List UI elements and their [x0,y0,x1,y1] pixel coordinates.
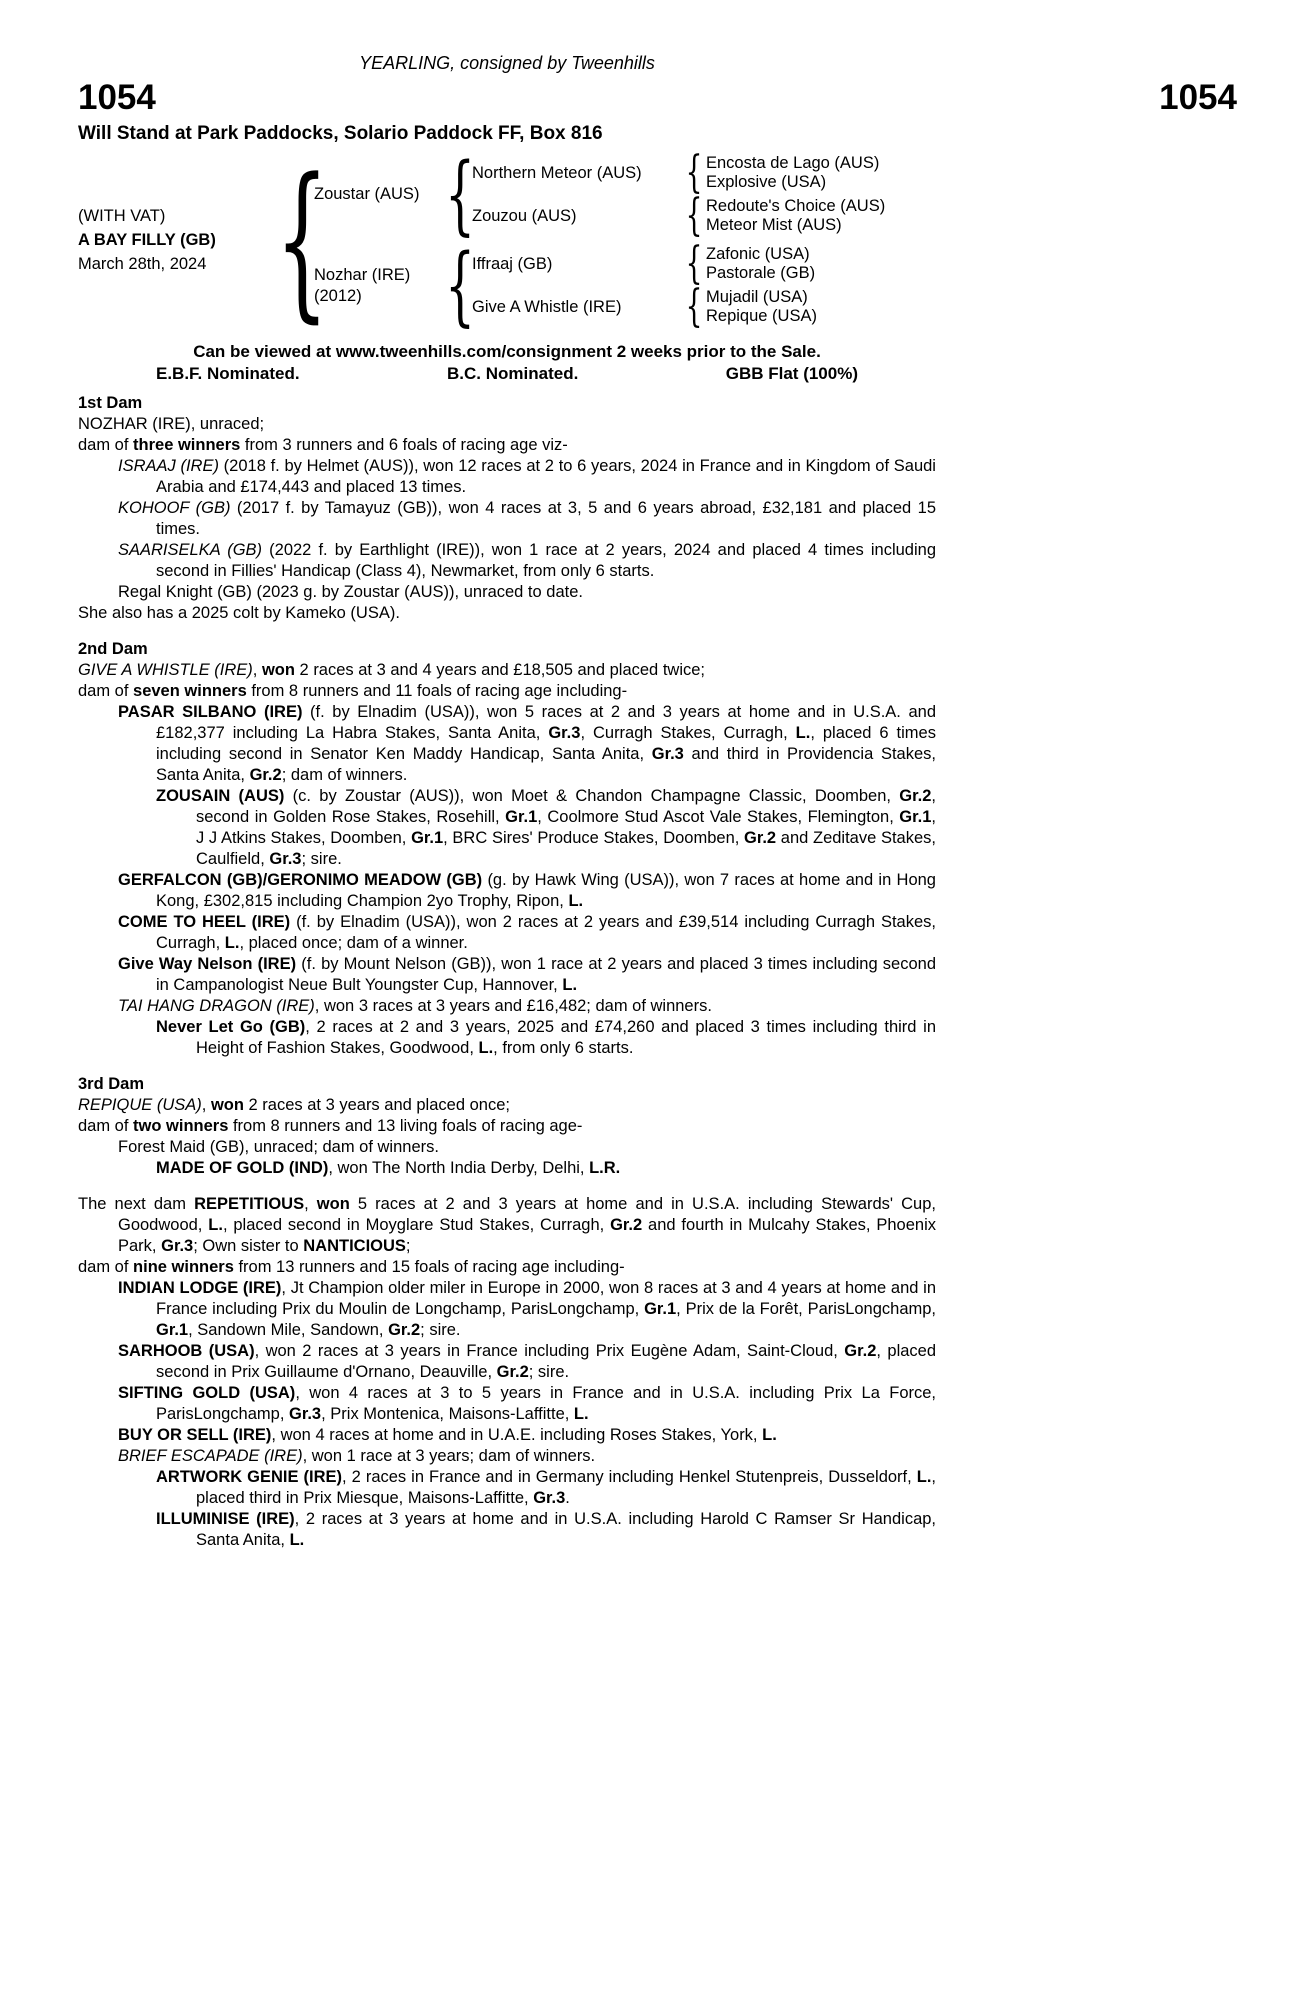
sire-sire-branch [472,154,936,192]
catalog-paragraph [78,660,936,681]
dam-dam-branch [472,288,936,326]
text-segment: ; dam of winners. [281,766,408,784]
text-segment: KOHOOF (GB) [118,499,231,517]
text-segment: , [201,1096,211,1114]
catalog-paragraph [78,1158,936,1179]
text-segment: won [261,661,295,679]
text-segment: L.R. [589,1159,621,1177]
text-segment: , won 2 races at 3 years in France including Prix Eugène Adam, Saint-Cloud, [254,1342,845,1360]
lot-number-row [78,78,1237,118]
text-segment: , won The North India Derby, Delhi, [328,1159,590,1177]
text-segment: and Zeditave Stakes, Caulfield, [196,829,936,868]
catalog-paragraph [78,1383,936,1425]
text-segment: L. [289,1531,305,1549]
text-segment: (2018 f. by Helmet (AUS)), won 12 races at 2 to 6 years, 2024 in France and in Kingdom of Saudi Arabia and £174,443 and placed 13 times. [156,457,936,496]
text-segment: , second in Golden Rose Stakes, Rosehill, [196,787,936,826]
text-segment: ; sire. [301,850,342,868]
text-segment: (f. by Elnadim (USA)), won 2 races at 2 years and £39,514 including Curragh Stakes, Curragh, [156,913,936,952]
text-segment: ; sire. [528,1363,570,1381]
dam-year: (2012) [314,286,362,305]
text-segment: ; [405,1237,411,1255]
catalog-paragraph [78,1425,936,1446]
text-segment: (f. by Elnadim (USA)), won 5 races at 2 and 3 years at home and in U.S.A. and £182,377 including La Habra Stakes, Santa Anita, [156,703,936,742]
text-segment: L. [795,724,811,742]
consignor-line: YEARLING, consigned by Tweenhills [359,53,655,73]
section-heading: 1st Dam [78,394,143,412]
catalog-paragraph [78,1257,936,1278]
section-paragraphs [78,1095,936,1179]
text-segment: Gr.2 [899,787,932,805]
text-segment: Give Way Nelson (IRE) [118,955,297,973]
stand-location-line: Will Stand at Park Paddocks, Solario Paddock FF, Box 816 [78,123,603,144]
text-segment: She also has a 2025 colt by Kameko (USA). [78,604,400,622]
text-segment: Regal Knight (GB) (2023 g. by Zoustar (AUS)), unraced to date. [118,583,583,601]
text-segment: ISRAAJ (IRE) [118,457,219,475]
text-segment: Gr.3 [289,1405,322,1423]
horse-name: A BAY FILLY (GB) [78,231,216,249]
sire-sire-dam-name: Explosive (USA) [706,173,827,191]
text-segment: Gr.3 [161,1237,194,1255]
catalog-paragraph [78,498,936,540]
text-segment: (g. by Hawk Wing (USA)), won 7 races at home and in Hong Kong, £302,815 including Champion 2yo Trophy, Ripon, [156,871,936,910]
catalog-paragraph [78,1278,936,1341]
generation1-brace-icon [290,154,314,326]
text-segment: SIFTING GOLD (USA) [118,1384,296,1402]
text-segment: Never Let Go (GB) [156,1018,306,1036]
dam-sire-dam-name: Pastorale (GB) [706,264,816,282]
text-segment: TAI HANG DRAGON (IRE) [118,997,315,1015]
text-segment: L. [208,1216,223,1234]
sire-branch [314,154,936,235]
text-segment: , 2 races in France and in Germany including Henkel Stutenpreis, Dusseldorf, [342,1468,917,1486]
vat-note: (WITH VAT) [78,207,166,225]
sire-dam-brace-icon [682,197,706,235]
text-segment: , won 3 races at 3 years and £16,482; dam of winners. [314,997,712,1015]
text-segment: BUY OR SELL (IRE) [118,1426,272,1444]
sire-dam-branch [472,197,936,235]
text-segment: Gr.3 [269,850,302,868]
text-segment: Gr.3 [533,1489,566,1507]
text-segment: , 2 races at 3 years at home and in U.S.A. including Harold C Ramser Sr Handicap, Santa Anita, [196,1510,937,1549]
text-segment: , placed second in Prix Guillaume d'Ornano, Deauville, [156,1342,937,1381]
text-segment: from 13 runners and 15 foals of racing age including- [233,1258,625,1276]
catalog-paragraph [78,1095,936,1116]
section-heading: 3rd Dam [78,1075,145,1093]
text-segment: seven winners [133,682,247,700]
catalog-paragraph [78,1194,936,1257]
dam-sire-sire-name: Zafonic (USA) [706,245,810,263]
dam-dam-sire-name: Mujadil (USA) [706,288,808,306]
text-segment: , Coolmore Stud Ascot Vale Stakes, Flemington, [537,808,900,826]
section-next-dam [78,1194,936,1551]
catalog-paragraph [78,954,936,996]
text-segment: Gr.1 [644,1300,677,1318]
text-segment: SAARISELKA (GB) [118,541,263,559]
text-segment: dam of [78,682,134,700]
dam-sire-branch [472,245,936,283]
viewing-note: Can be viewed at www.tweenhills.com/consignment 2 weeks prior to the Sale. [193,342,821,361]
text-segment: 2 races at 3 years and placed once; [243,1096,510,1114]
catalog-paragraph [78,1137,936,1158]
dam-dam-dam-name: Repique (USA) [706,307,817,325]
generation1-column [314,154,936,326]
catalog-paragraph [78,870,936,912]
dam-sire-name: Iffraaj (GB) [472,254,553,273]
catalog-paragraph [78,540,936,582]
text-segment: , Prix de la Forêt, ParisLongchamp, [676,1300,937,1318]
dam-branch [314,245,936,326]
text-segment: Gr.2 [610,1216,643,1234]
section-paragraphs [78,660,936,1059]
section-paragraphs [78,414,936,624]
text-segment: L. [916,1468,932,1486]
text-segment: ; Own sister to [193,1237,304,1255]
text-segment: , Prix Montenica, Maisons-Laffitte, [321,1405,574,1423]
text-segment: , Curragh Stakes, Curragh, [580,724,796,742]
dam-dam-name: Give A Whistle (IRE) [472,297,622,316]
catalog-paragraph [78,1017,936,1059]
text-segment: , won 1 race at 3 years; dam of winners. [302,1447,596,1465]
text-segment: Gr.2 [744,829,777,847]
text-segment: The next dam [78,1195,195,1213]
text-segment: , placed second in Moyglare Stud Stakes, Curragh, [222,1216,611,1234]
foaling-date: March 28th, 2024 [78,255,207,273]
catalog-paragraph [78,702,936,786]
dam-brace-icon [448,245,472,326]
dam-name: Nozhar (IRE) [314,265,411,284]
text-segment: (2022 f. by Earthlight (IRE)), won 1 race at 2 years, 2024 and placed 4 times including second in Fillies' Handicap (Class 4), Newmarket, from only 6 starts. [156,541,936,580]
text-segment: COME TO HEEL (IRE) [118,913,291,931]
text-segment: , BRC Sires' Produce Stakes, Doomben, [443,829,744,847]
text-segment: won [316,1195,350,1213]
text-segment: PASAR SILBANO (IRE) [118,703,303,721]
text-segment: dam of [78,436,134,454]
text-segment: (f. by Mount Nelson (GB)), won 1 race at 2 years and placed 3 times including second in Campanologist Neue Bult Youngster Cup, Hannover, [156,955,937,994]
text-segment: L. [762,1426,777,1444]
text-segment: (c. by Zoustar (AUS)), won Moet & Chandon Champagne Classic, Doomben, [284,787,900,805]
text-segment: NOZHAR (IRE), unraced; [78,415,265,433]
text-segment: L. [562,976,578,994]
text-segment: Gr.1 [505,808,538,826]
catalog-paragraph [78,456,936,498]
dam-name-block [314,265,448,307]
text-segment: from 3 runners and 6 foals of racing age viz- [240,436,568,454]
section-paragraphs [78,1194,936,1551]
dam-dam-brace-icon [682,288,706,326]
catalog-paragraph [78,582,936,603]
text-segment: and fourth in Mulcahy Stakes, Phoenix Park, [118,1216,936,1255]
text-segment: dam of [78,1258,134,1276]
text-segment: , Jt Champion older miler in Europe in 2000, won 8 races at 3 and 4 years at home and in France including Prix du Moulin de Longchamp, ParisLongchamp, [156,1279,936,1318]
section-3rd-dam [78,1074,936,1179]
catalog-paragraph [78,1116,936,1137]
text-segment: nine winners [133,1258,234,1276]
catalog-paragraph [78,1446,936,1467]
section-heading: 2nd Dam [78,640,148,658]
text-segment: Gr.3 [651,745,684,763]
text-segment: , 2 races at 2 and 3 years, 2025 and £74,260 and placed 3 times including third in Height of Fashion Stakes, Goodwood, [196,1018,936,1057]
catalog-paragraph [78,603,936,624]
ebf-nominated-label: E.B.F. Nominated. [156,364,300,383]
text-segment: and third in Providencia Stakes, Santa Anita, [156,745,936,784]
text-segment: 5 races at 2 and 3 years at home and in U.S.A. including Stewards' Cup, Goodwood, [118,1195,936,1234]
lot-number-left: 1054 [78,78,156,117]
text-segment: , won 4 races at 3 to 5 years in France and in U.S.A. including Prix La Force, ParisLongchamp, [156,1384,937,1423]
text-segment: Forest Maid (GB), unraced; dam of winners. [118,1138,439,1156]
text-segment: ZOUSAIN (AUS) [156,787,285,805]
text-segment: L. [478,1039,494,1057]
text-segment: from 8 runners and 11 foals of racing age including- [246,682,628,700]
text-segment: GIVE A WHISTLE (IRE) [78,661,253,679]
text-segment: (2017 f. by Tamayuz (GB)), won 4 races at 3, 5 and 6 years abroad, £32,181 and placed 15 times. [156,499,936,538]
sire-name: Zoustar (AUS) [314,185,420,203]
text-segment: , J J Atkins Stakes, Doomben, [196,808,936,847]
text-segment: INDIAN LODGE (IRE) [118,1279,282,1297]
text-segment: , placed once; dam of a winner. [239,934,468,952]
text-segment: two winners [133,1117,229,1135]
text-segment: Gr.2 [388,1321,421,1339]
text-segment: REPETITIOUS [194,1195,305,1213]
dam-sire-brace-icon [682,245,706,283]
text-segment: ILLUMINISE (IRE) [156,1510,295,1528]
catalog-paragraph [78,1467,936,1509]
pedigree-table [78,154,936,326]
text-segment: L. [224,934,240,952]
text-segment: BRIEF ESCAPADE (IRE) [118,1447,303,1465]
bc-nominated-label: B.C. Nominated. [447,364,579,383]
text-segment: , from only 6 starts. [493,1039,634,1057]
pedigree-text [78,393,936,1551]
text-segment: , won 4 races at home and in U.A.E. including Roses Stakes, York, [271,1426,763,1444]
sire-sire-brace-icon [682,154,706,192]
catalog-paragraph [78,681,936,702]
catalog-paragraph [78,912,936,954]
catalog-paragraph [78,1509,936,1551]
sire-dam-dam-name: Meteor Mist (AUS) [706,216,842,234]
section-1st-dam [78,393,936,624]
text-segment: Gr.1 [411,829,444,847]
text-segment: GERFALCON (GB)/GERONIMO MEADOW (GB) [118,871,483,889]
text-segment: , Sandown Mile, Sandown, [188,1321,389,1339]
text-segment: SARHOOB (USA) [118,1342,255,1360]
text-segment: Gr.1 [899,808,932,826]
sire-sire-name: Northern Meteor (AUS) [472,163,642,182]
text-segment: L. [568,892,584,910]
text-segment: , placed 6 times including second in Senator Ken Maddy Handicap, Santa Anita, [156,724,936,763]
sire-dam-name: Zouzou (AUS) [472,206,577,225]
text-segment: won [210,1096,244,1114]
sire-brace-icon [448,154,472,235]
text-segment: ; sire. [420,1321,461,1339]
text-segment: three winners [133,436,241,454]
text-segment: dam of [78,1117,134,1135]
text-segment: ARTWORK GENIE (IRE) [156,1468,343,1486]
text-segment: , [252,661,262,679]
lot-details-block [78,204,290,276]
nominations-line [78,363,936,385]
text-segment: 2 races at 3 and 4 years and £18,505 and placed twice; [294,661,705,679]
sire-dam-sire-name: Redoute's Choice (AUS) [706,197,886,215]
catalog-paragraph [78,414,936,435]
text-segment: NANTICIOUS [303,1237,406,1255]
text-segment: Gr.2 [249,766,282,784]
text-segment: Gr.2 [844,1342,877,1360]
catalog-paragraph [78,996,936,1017]
text-segment: Gr.3 [548,724,581,742]
text-segment: Gr.2 [496,1363,529,1381]
text-segment: . [565,1489,570,1507]
text-segment: MADE OF GOLD (IND) [156,1159,329,1177]
catalog-paragraph [78,1341,936,1383]
text-segment: L. [573,1405,589,1423]
lot-number-right: 1054 [1159,78,1237,117]
gbb-flat-label: GBB Flat (100%) [725,364,858,383]
section-2nd-dam [78,639,936,1059]
text-segment: from 8 runners and 13 living foals of racing age- [228,1117,583,1135]
catalog-paragraph [78,786,936,870]
text-segment: Gr.1 [156,1321,189,1339]
text-segment: , [304,1195,317,1213]
catalog-paragraph [78,435,936,456]
sire-sire-sire-name: Encosta de Lago (AUS) [706,154,880,172]
text-segment: REPIQUE (USA) [78,1096,202,1114]
text-segment: , placed third in Prix Miesque, Maisons-Laffitte, [196,1468,936,1507]
